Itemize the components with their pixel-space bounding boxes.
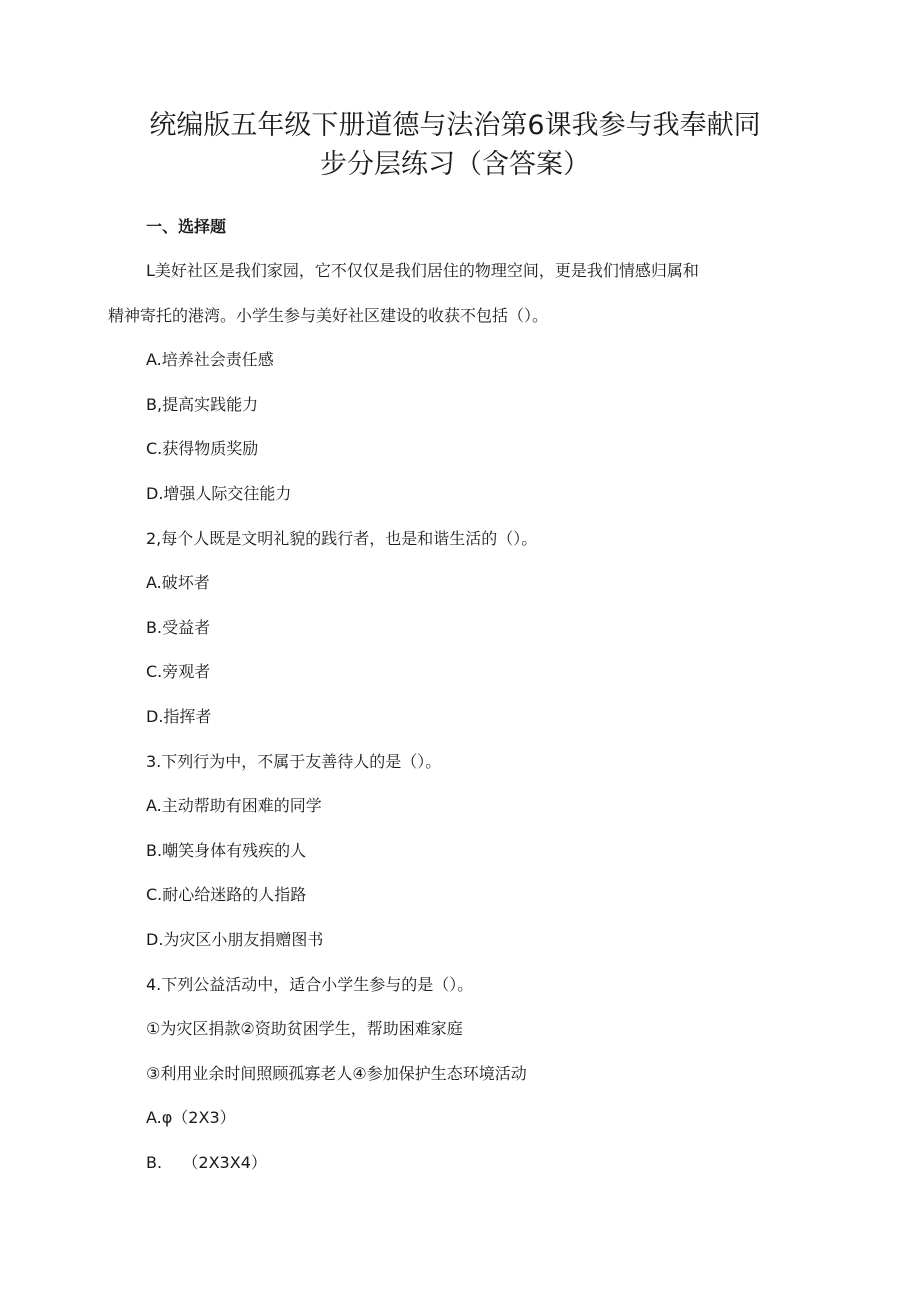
question-4-statement-1: ①为灾区捐款②资助贫困学生，帮助困难家庭	[146, 1019, 463, 1038]
question-1-option-d: D.增强人际交往能力	[146, 484, 292, 503]
section-heading: 一、选择题	[146, 217, 227, 236]
question-3-option-b: B.嘲笑身体有残疾的人	[146, 841, 307, 860]
question-2-option-d: D.指挥者	[146, 707, 212, 726]
question-1-text: L美好社区是我们家园，它不仅仅是我们居住的物理空间，更是我们情感归属和	[146, 261, 699, 280]
question-1-option-a: A.培养社会责任感	[146, 350, 274, 369]
question-4-option-b: B. （2X3X4）	[146, 1153, 267, 1172]
question-3-option-c: C.耐心给迷路的人指路	[146, 885, 307, 904]
question-4-statement-2: ③利用业余时间照顾孤寡老人④参加保护生态环境活动	[146, 1064, 527, 1083]
title-line-2: 步分层练习（含答案）	[320, 149, 590, 180]
question-2-text: 2,每个人既是文明礼貌的践行者，也是和谐生活的（）。	[146, 529, 538, 548]
question-4-option-a: A.φ（2X3）	[146, 1108, 236, 1127]
question-2-option-c: C.旁观者	[146, 662, 211, 681]
question-3-text: 3.下列行为中，不属于友善待人的是（）。	[146, 752, 442, 771]
question-2-option-a: A.破坏者	[146, 573, 210, 592]
page-title	[100, 106, 810, 184]
question-1-option-b: B,提高实践能力	[146, 395, 259, 414]
question-4-text: 4.下列公益活动中，适合小学生参与的是（）。	[146, 975, 474, 994]
question-3-option-d: D.为灾区小朋友捐赠图书	[146, 930, 324, 949]
question-1-option-c: C.获得物质奖励	[146, 439, 259, 458]
question-3-option-a: A.主动帮助有困难的同学	[146, 796, 322, 815]
question-1-text-continued: 精神寄托的港湾。小学生参与美好社区建设的收获不包括（）。	[108, 306, 549, 325]
question-2-option-b: B.受益者	[146, 618, 211, 637]
title-line-1: 统编版五年级下册道德与法治第6课我参与我奉献同	[149, 110, 761, 141]
